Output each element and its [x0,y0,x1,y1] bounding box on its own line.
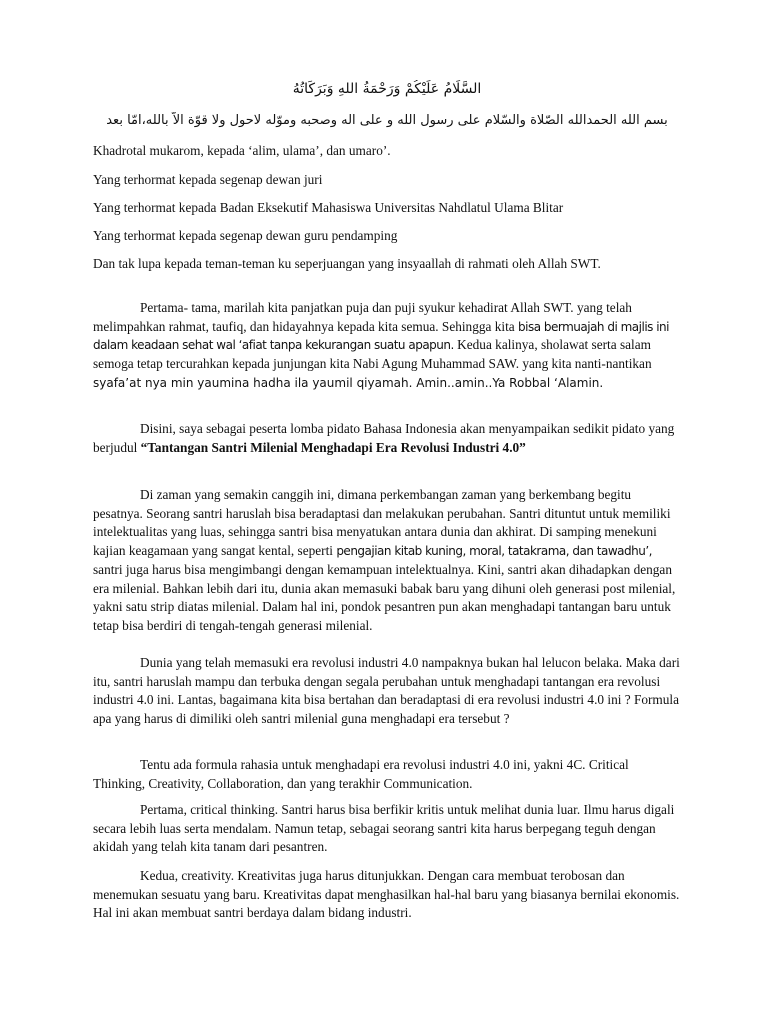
paragraph-zaman-canggih-part-2: pengajian kitab kuning, moral, tatakrama, dan tawadhu’, [336,544,652,559]
greeting-dewan-guru: Yang terhormat kepada segenap dewan guru pendamping [93,228,398,243]
greeting-dewan-juri: Yang terhormat kepada segenap dewan juri [93,172,323,187]
arabic-opening-line: بسم الله الحمدالله الصّلاة والسّلام على رسول الله و على اله وصحبه وموّله لاحول ولا قوّة الاّ بالله،امّا بعد [106,113,668,128]
paragraph-introduction-text: Disini, saya sebagai peserta lomba pidato Bahasa Indonesia akan menyampaikan sedikit pidato yang berjudul [93,421,675,455]
paragraph-introduction [93,420,683,457]
speech-title: “Tantangan Santri Milenial Menghadapi Era Revolusi Industri 4.0” [140,439,526,455]
paragraph-zaman-canggih-part-3: santri juga harus bisa mengimbangi dengan kemampuan intelektualnya. Kini, santri akan dihadapkan dengan era milenial. Bahkan lebih dari itu, dunia akan memasuki babak baru yang dihuni oleh generasi post milenial, yakni satu strip diatas milenial. Dalam hal ini, pondok pesantren pun akan menghadapi tantangan baru untuk tetap bisa berdiri di tengah-tengah generasi milenial. [93,561,676,633]
paragraph-revolusi-industri: Dunia yang telah memasuki era revolusi industri 4.0 nampaknya bukan hal lelucon belaka. Maka dari itu, santri haruslah mampu dan terbuka dengan segala perubahan untuk menghadapi tantangan era revolusi industri 4.0 ini. Lantas, bagaimana kita bisa bertahan dan beradaptasi di era revolusi industri 4.0 ini ? Formula apa yang harus di dimiliki oleh santri milenial guna menghadapi era tersebut ? [93,655,680,727]
paragraph-critical-thinking: Pertama, critical thinking. Santri harus bisa berfikir kritis untuk melihat dunia luar. Ilmu harus digali secara lebih luas serta mendalam. Namun tetap, sebagai seorang santri kita harus berpegang teguh dengan akidah yang telah kita tanam dari pesantren. [93,802,675,855]
paragraph-zaman-canggih [93,486,683,636]
paragraph-formula-4c: Tentu ada formula rahasia untuk menghadapi era revolusi industri 4.0 ini, yakni 4C. Critical Thinking, Creativity, Collaboration, dan yang terakhir Communication. [93,757,629,791]
paragraph-opening-part-3: Kedua kalinya, sholawat serta salam semoga tetap tercurahkan kepada junjungan kita Nabi Agung Muhammad SAW. yang kita nanti-nantikan [93,337,652,372]
paragraph-zaman-canggih-part-1: Di zaman yang semakin canggih ini, dimana perkembangan zaman yang berkembang begitu pesatnya. Seorang santri haruslah bisa beradaptasi dan melakukan perubahan. Santri dituntut untuk memiliki intelektualitas yang luas, sehingga santri bisa menyatukan antara dunia dan akhirat. Di samping menekuni kajian keagamaan yang sangat kental, seperti [93,487,671,559]
paragraph-opening [93,299,683,393]
greeting-teman: Dan tak lupa kepada teman-teman ku seperjuangan yang insyaallah di rahmati oleh Allah SWT. [93,256,601,271]
paragraph-opening-part-1: Pertama- tama, marilah kita panjatkan puja dan puji syukur kehadirat Allah SWT. yang telah melimpahkan rahmat, taufiq, dan hidayahnya kepada kita semua. Sehingga kita [93,300,632,334]
paragraph-creativity: Kedua, creativity. Kreativitas juga harus ditunjukkan. Dengan cara membuat terobosan dan menemukan sesuatu yang baru. Kreativitas dapat menghasilkan hal-hal baru yang biasanya bernilai ekonomis. Hal ini akan membuat santri berdaya dalam bidang industri. [93,868,680,921]
arabic-salam-heading: السَّلَامُ عَلَيْكُمْ وَرَحْمَةُ اللهِ وَبَرَكَاتُهُ [292,81,482,97]
paragraph-opening-part-4: syafa’at nya min yaumina hadha ila yaumil qiyamah. Amin..amin..Ya Robbal ‘Alamin. [93,375,604,390]
greeting-bem: Yang terhormat kepada Badan Eksekutif Mahasiswa Universitas Nahdlatul Ulama Blitar [93,200,564,215]
paragraph-opening-part-2: bisa bermuajah di majlis ini dalam keadaan sehat wal ‘afiat tanpa kekurangan suatu apapun. [93,319,669,353]
greeting-khadrotal: Khadrotal mukarom, kepada ‘alim, ulama’, dan umaro’. [93,143,391,158]
